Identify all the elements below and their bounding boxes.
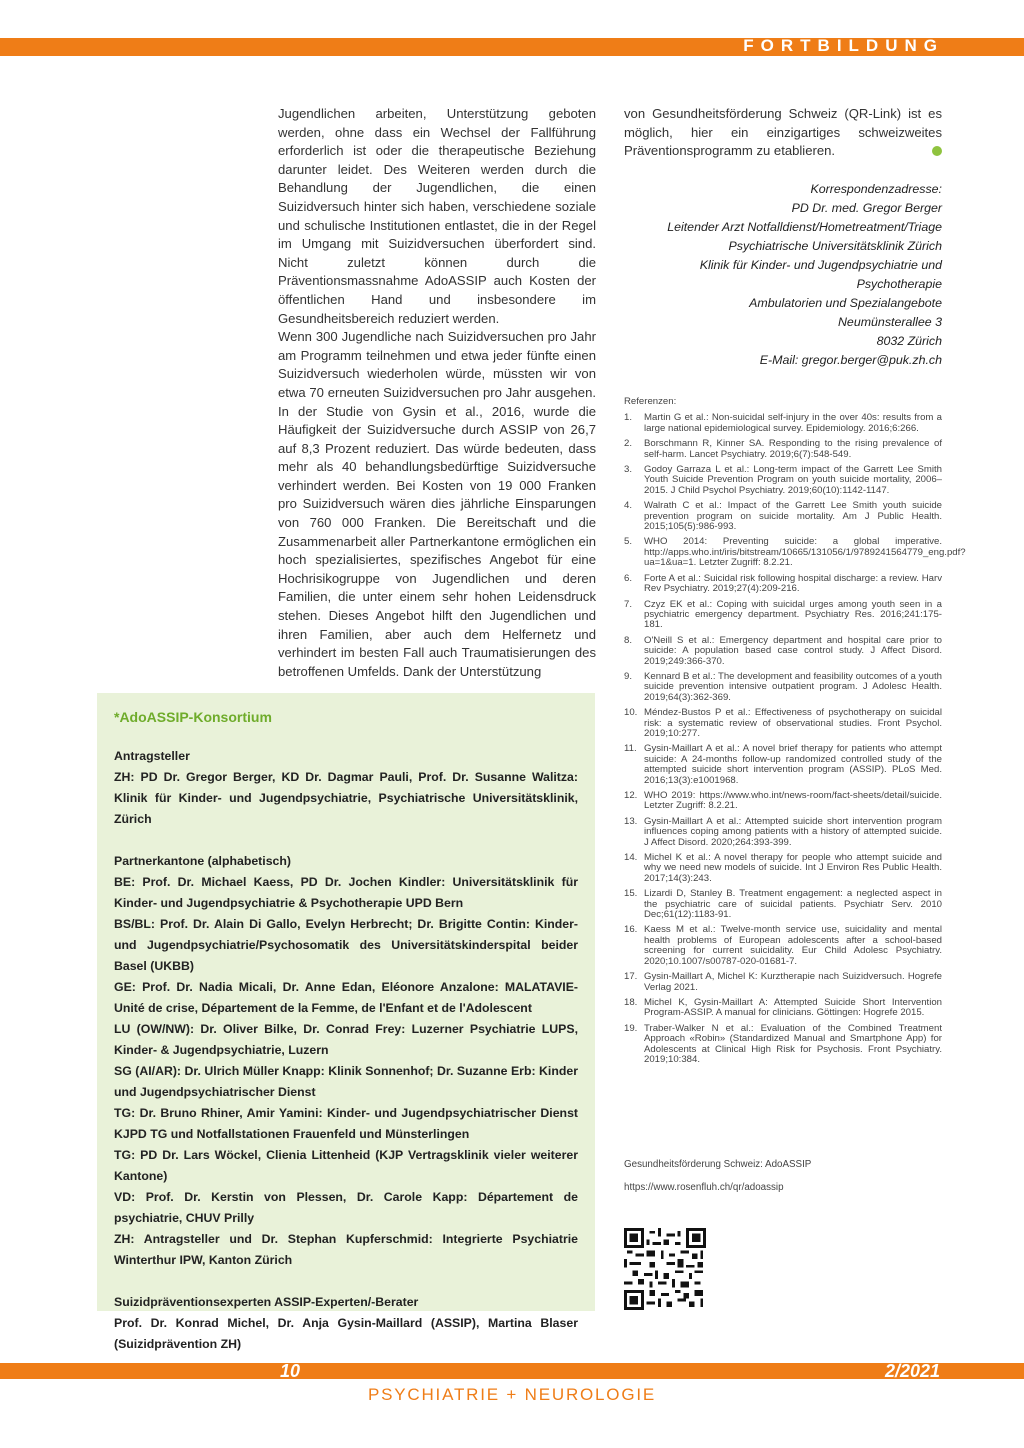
- reference-text: Kennard B et al.: The development and feasibility outcomes of a youth suicide prevention intensive outpatient program. J Adolesc Health. 2019;64(3):362-369.: [644, 670, 942, 703]
- end-of-article-icon: [932, 146, 942, 156]
- reference-text: Martin G et al.: Non-suicidal self-injury in the over 40s: results from a large national epidemiological survey. Epidemiology. 2016;6:266.: [644, 412, 942, 434]
- body-paragraph: Wenn 300 Jugendliche nach Suizidversuchen pro Jahr am Programm teilnehmen und etwa jeder fünfte einen Suizidversuch wiederholen würde, müssten wir von etwa 70 erneuten Suizidversuchen pro Jahr ausgehen. In der Studie von Gysin et al., 2016, wurde die Häufigkeit der Suizidversuche durch ASSIP von 26,7 auf 8,3 Prozent reduziert. Das würde bedeuten, dass mehr als 40 behandlungsbedürftige Suizidversuche verhindert werden. Bei Kosten von 19 000 Franken pro Suizidversuch wären dies jährliche Einsparungen von 760 000 Franken. Die Bereitschaft und die Zusammenarbeit aller Partnerkantone ermöglichen ein hoch spezialisiertes, spezifisches Angebot für eine Hochrisikogruppe von Jugendlichen und deren Familien, die unter einem sehr hohen Leidensdruck stehen. Dieses Angebot hilft den Jugendlichen und ihren Familien, aber auch dem Helfernetz und verhindert im besten Fall auch Traumatisierungen des betroffenen Umfelds. Dank der Unterstützung: [278, 329, 596, 679]
- qr-url[interactable]: https://www.rosenfluh.ch/qr/adoassip: [624, 1182, 784, 1193]
- applicants-heading: Antragsteller: [114, 749, 190, 763]
- reference-item: [624, 853, 942, 884]
- correspondence-address: [624, 180, 942, 370]
- reference-number: 7.: [624, 598, 633, 610]
- body-column-left: [278, 105, 596, 681]
- correspondence-line: Korrespondenzadresse:: [810, 182, 942, 196]
- reference-item: [624, 636, 942, 667]
- reference-number: 4.: [624, 500, 633, 512]
- applicants-list: [114, 767, 578, 830]
- consortium-entry: ZH: PD Dr. Gregor Berger, KD Dr. Dagmar Pauli, Prof. Dr. Susanne Walitza: Klinik für Kinder- und Jugendpsychiatrie, Psychiatrische Universitätsklinik, Zürich: [114, 770, 578, 826]
- correspondence-line: Klinik für Kinder- und Jugendpsychiatrie und: [699, 258, 942, 272]
- reference-number: 18.: [624, 996, 638, 1008]
- qr-code-icon[interactable]: [624, 1228, 706, 1310]
- reference-item: [624, 1024, 942, 1066]
- reference-text: WHO 2014: Preventing suicide: a global imperative. http://apps.who.int/iris/bitstream/10665/131056/1/9789241564779_eng.pdf?ua=1&ua=1. Letzter Zugriff: 8.2.21.: [644, 536, 966, 569]
- reference-item: [624, 439, 942, 460]
- reference-number: 16.: [624, 924, 638, 936]
- body-column-right: [624, 105, 942, 161]
- reference-number: 1.: [624, 412, 633, 424]
- reference-item: [624, 889, 942, 920]
- consortium-entry: LU (OW/NW): Dr. Oliver Bilke, Dr. Conrad Frey: Luzerner Psychiatrie LUPS, Kinder- & Jugendpsychiatrie, Luzern: [114, 1022, 578, 1057]
- reference-item: [624, 574, 942, 595]
- reference-item: [624, 791, 942, 812]
- correspondence-line: 8032 Zürich: [876, 334, 942, 348]
- journal-title: PSYCHIATRIE + NEUROLOGIE: [367, 1385, 657, 1404]
- reference-text: Traber-Walker N et al.: Evaluation of the Combined Treatment Approach «Robin» (Standardized Manual and Smartphone App) for Adolescents at Clinical High Risk for Psychosis. Front Psychiatry. 2019;10:384.: [644, 1022, 942, 1065]
- experts-heading: Suizidpräventionsexperten ASSIP-Experten/-Berater: [114, 1295, 419, 1309]
- reference-item: [624, 501, 942, 532]
- references-heading: Referenzen:: [624, 396, 677, 407]
- reference-item: [624, 672, 942, 703]
- experts-list: [114, 1313, 578, 1355]
- consortium-entry: ZH: Antragsteller und Dr. Stephan Kupferschmid: Integrierte Psychiatrie Winterthur IPW, Kanton Zürich: [114, 1232, 578, 1267]
- correspondence-line: PD Dr. med. Gregor Berger: [791, 201, 942, 215]
- reference-number: 17.: [624, 971, 638, 983]
- reference-number: 8.: [624, 634, 633, 646]
- reference-number: 5.: [624, 536, 633, 548]
- reference-number: 14.: [624, 852, 638, 864]
- correspondence-line: Neumünsterallee 3: [837, 315, 942, 329]
- issue-number: 2/2021: [884, 1361, 940, 1381]
- reference-item: [624, 536, 966, 569]
- reference-text: Lizardi D, Stanley B. Treatment engagement: a neglected aspect in the psychiatric care of suicidal patients. Psychiatr Serv. 2010 Dec;61(12):1183-91.: [644, 888, 942, 921]
- consortium-entry: BE: Prof. Dr. Michael Kaess, PD Dr. Jochen Kindler: Universitätsklinik für Kinder- und Jugendpsychiatrie & Psychotherapie UPD Bern: [114, 875, 578, 910]
- reference-text: Borschmann R, Kinner SA. Responding to the rising prevalence of self-harm. Lancet Psychiatry. 2019;6(7):548-549.: [644, 438, 942, 460]
- consortium-box: [97, 693, 595, 1351]
- header-bar: [0, 38, 1024, 56]
- reference-text: Méndez-Bustos P et al.: Effectiveness of psychotherapy on suicidal risk: a systematic review of observational studies. Front Psychol. 2019;10:277.: [644, 707, 942, 739]
- consortium-entry: TG: Dr. Bruno Rhiner, Amir Yamini: Kinder- und Jugendpsychiatrischer Dienst KJPD TG und Notfallstationen Frauenfeld und Münsterlingen: [114, 1106, 578, 1141]
- reference-text: Kaess M et al.: Twelve-month service use, suicidality and mental health problems of European adolescents after a school-based screening for current suicidality. Eur Child Adolesc Psychiatry. 2020;10.1007/s00787-020-01681-7.: [644, 924, 942, 967]
- consortium-entry: TG: PD Dr. Lars Wöckel, Clienia Littenheid (KJP Vertragsklinik vieler weiterer Kantone): [114, 1148, 578, 1183]
- consortium-entry: VD: Prof. Dr. Kerstin von Plessen, Dr. Carole Kapp: Département de psychiatrie, CHUV Prilly: [114, 1190, 578, 1225]
- reference-number: 12.: [624, 790, 638, 801]
- reference-number: 3.: [624, 464, 633, 476]
- correspondence-line: Psychiatrische Universitätsklinik Zürich: [728, 239, 942, 253]
- reference-text: WHO 2019: https://www.who.int/news-room/fact-sheets/detail/suicide. Letzter Zugriff: 8.2.21.: [644, 790, 942, 812]
- correspondence-line: Leitender Arzt Notfalldienst/Hometreatment/Triage: [667, 220, 942, 234]
- consortium-entry: SG (AI/AR): Dr. Ulrich Müller Knapp: Klinik Sonnenhof; Dr. Suzanne Erb: Kinder und Jugendpsychiatrischer Dienst: [114, 1064, 578, 1099]
- references: [624, 396, 966, 1070]
- reference-text: Czyz EK et al.: Coping with suicidal urges among youth seen in a psychiatric emergency department. Psychiatry Res. 2016;241:175-181.: [644, 598, 942, 631]
- reference-text: Gysin-Maillart A et al.: A novel brief therapy for patients who attempt suicide: A 24-months follow-up randomized controlled study of the attempted suicide short intervention program (ASSIP). PLoS Med. 2016;13(3):e1001968.: [644, 743, 942, 786]
- consortium-title: *AdoASSIP-Konsortium: [114, 709, 272, 725]
- page-number: 10: [280, 1361, 301, 1381]
- correspondence-line: Psychotherapie: [856, 277, 942, 291]
- reference-item: [624, 925, 942, 967]
- consortium-entry: Prof. Dr. Konrad Michel, Dr. Anja Gysin-Maillard (ASSIP), Martina Blaser (Suizidprävention ZH): [114, 1316, 578, 1351]
- consortium-entry: BS/BL: Prof. Dr. Alain Di Gallo, Evelyn Herbrecht; Dr. Brigitte Contin: Kinder- und Jugendpsychiatrie/Psychosomatik des Universitätskinderspital beider Basel (UKBB): [114, 917, 578, 973]
- reference-text: Walrath C et al.: Impact of the Garrett Lee Smith youth suicide prevention program on suicide mortality. Am J Public Health. 2015;105(5):986-993.: [644, 500, 942, 533]
- body-paragraph: [624, 105, 942, 161]
- reference-item: [624, 600, 942, 631]
- reference-item: [624, 708, 942, 739]
- correspondence-line: E-Mail: gregor.berger@puk.zh.ch: [759, 353, 942, 367]
- reference-number: 11.: [624, 743, 637, 755]
- reference-number: 2.: [624, 438, 633, 450]
- reference-text: Michel K, Gysin-Maillart A: Attempted Suicide Short Intervention Program-ASSIP. A manual for clinicians. Göttingen: Hogrefe 2015.: [644, 996, 942, 1019]
- section-label: FORTBILDUNG: [743, 36, 944, 55]
- partners-list: [114, 872, 578, 1271]
- partners-heading: Partnerkantone (alphabetisch): [114, 854, 291, 868]
- reference-text: Forte A et al.: Suicidal risk following hospital discharge: a review. Harv Rev Psychiatry. 2019;27(4):209-216.: [644, 572, 942, 595]
- footer-bar: [0, 1363, 1024, 1379]
- body-paragraph-text: von Gesundheitsförderung Schweiz (QR-Link) ist es möglich, hier ein einzigartiges schweizweites Präventionsprogramm zu etablieren.: [624, 106, 942, 159]
- reference-item: [624, 413, 942, 434]
- reference-list: [624, 412, 966, 1065]
- body-paragraph: Jugendlichen arbeiten, Unterstützung geboten werden, ohne dass ein Wechsel der Fallführung erforderlich ist oder die therapeutische Beziehung darunter leidet. Des Weiteren werden durch die Behandlung der Jugendlichen, die einen Suizidversuch hinter sich haben, verschiedene soziale und schulische Institutionen entlastet, die in der Regel im Umgang mit Suizidversuchen überfordert sind. Nicht zuletzt können durch die Präventionsmassnahme AdoASSIP auch Kosten der öffentlichen Hand und insbesondere im Gesundheitsbereich reduziert werden.: [278, 106, 596, 326]
- reference-item: [624, 744, 942, 786]
- reference-text: Gysin-Maillart A et al.: Attempted suicide short intervention program influences coping among patients with a history of attempted suicide. J Affect Disord. 2020;264:393-399.: [644, 815, 942, 848]
- reference-number: 15.: [624, 888, 638, 900]
- reference-item: [624, 817, 942, 848]
- reference-text: O'Neill S et al.: Emergency department and hospital care prior to suicide: A population based case control study. J Affect Disord. 2019;249:366-370.: [644, 634, 942, 667]
- qr-caption: Gesundheitsförderung Schweiz: AdoASSIP: [624, 1159, 812, 1170]
- reference-number: 19.: [624, 1022, 638, 1034]
- consortium-entry: GE: Prof. Dr. Nadia Micali, Dr. Anne Edan, Eléonore Anzalone: MALATAVIE-Unité de crise, Département de la Femme, de l'Enfant et de l'Adolescent: [114, 980, 578, 1015]
- reference-item: [624, 465, 942, 496]
- correspondence-line: Ambulatorien und Spezialangebote: [749, 296, 942, 310]
- reference-text: Michel K et al.: A novel therapy for people who attempt suicide and why we need new models of suicide. Int J Environ Res Public Health. 2017;14(3):243.: [644, 852, 942, 884]
- reference-number: 10.: [624, 707, 638, 719]
- reference-number: 13.: [624, 815, 638, 827]
- reference-item: [624, 972, 942, 993]
- reference-text: Gysin-Maillart A, Michel K: Kurztherapie nach Suizidversuch. Hogrefe Verlag 2021.: [644, 971, 942, 993]
- reference-item: [624, 998, 942, 1019]
- reference-number: 6.: [624, 572, 633, 584]
- reference-number: 9.: [624, 670, 633, 682]
- reference-text: Godoy Garraza L et al.: Long-term impact of the Garrett Lee Smith Youth Suicide Prevention Program on youth suicide mortality, 2006–2015. J Child Psychol Psychiatry. 2019;60(10):1142-1147.: [644, 464, 942, 496]
